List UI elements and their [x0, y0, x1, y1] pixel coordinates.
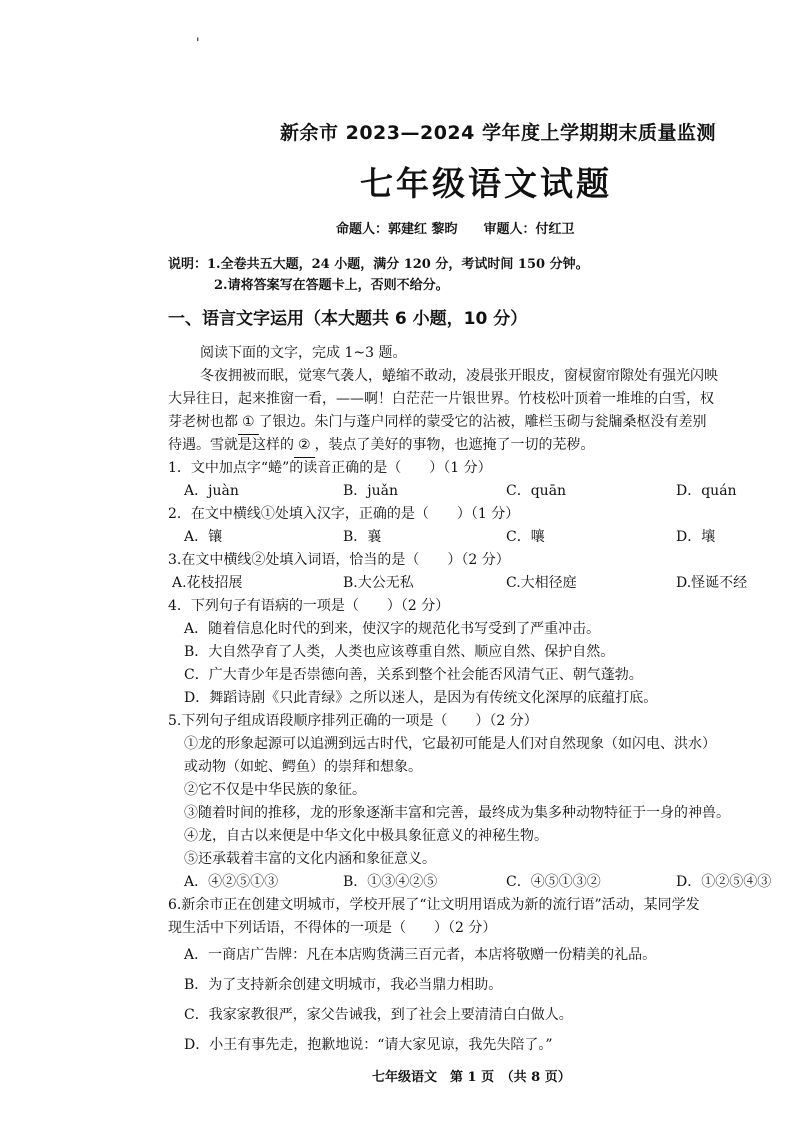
question-3-stem: 3.在文中横线②处填入词语，恰当的是（ ）（2 分） [168, 552, 510, 568]
passage-line: 大异往日，起来推窗一看，——啊！白茫茫一片银世界。竹枝松叶顶着一堆堆的白雪，权 [168, 391, 714, 407]
page-footer: 七年级语文 第 1 页 （共 8 页） [372, 1070, 571, 1085]
option-b: B．大自然孕育了人类，人类也应该尊重自然、顺应自然、保护自然。 [184, 644, 615, 660]
option-c: C．④⑤①③② [506, 874, 601, 890]
option-b: B．①③④②⑤ [343, 874, 438, 890]
option-c: C．quān [506, 483, 567, 499]
passage-line: 待遇。雪就是这样的 ② ，装点了美好的事物，也遮掩了一切的芜秽。 [168, 434, 788, 457]
option-a: A．juàn [184, 483, 239, 499]
option-a: A．一商店广告牌：凡在本店购货满三百元者，本店将敬赠一份精美的礼品。 [184, 947, 657, 963]
option-c: C.大相径庭 [506, 575, 577, 591]
passage-line: 冬夜拥被而眠，觉寒气袭人，蜷缩不敢动，凌晨张开眼皮，窗棂窗帘隙处有强光闪映 [200, 368, 718, 384]
option-c: C．嚷 [506, 529, 545, 545]
question-3-options [168, 572, 788, 595]
option-a: A．④②⑤①③ [184, 874, 279, 890]
sentence-line: ②它不仅是中华民族的象征。 [184, 782, 366, 798]
question-1-options [168, 480, 788, 503]
sentence-line: ④龙，自古以来便是中华文化中极具象征意义的神秘生物。 [184, 828, 548, 844]
question-2-options [168, 526, 788, 549]
option-d: D．舞蹈诗剧《只此青绿》之所以迷人，是因为有传统文化深厚的底蕴打底。 [184, 690, 658, 706]
option-b: B．为了支持新余创建文明城市，我必当鼎力相助。 [184, 977, 503, 993]
option-b: B.大公无私 [343, 575, 414, 591]
option-d: D．壤 [676, 529, 716, 545]
option-b: B．襄 [343, 529, 382, 545]
sentence-line: 或动物（如蛇、鳄鱼）的崇拜和想象。 [184, 759, 422, 775]
option-c: C．我家家教很严，家父告诫我，到了社会上要清清白白做人。 [184, 1007, 573, 1023]
corner-mark: ' [196, 36, 200, 51]
question-5-options [168, 871, 788, 894]
sentence-line: ⑤还承载着丰富的文化内涵和象征意义。 [184, 851, 436, 867]
option-d: D．①②⑤④③ [676, 874, 772, 890]
exam-subtitle: 新余市 2023—2024 学年度上学期期末质量监测 [280, 122, 716, 144]
blank-2: ② [294, 434, 315, 458]
instruction-2: 2.请将答案写在答题卡上，否则不给分。 [214, 278, 449, 293]
instructions [168, 254, 768, 296]
setter: 命题人：郭建红 黎昀 [336, 222, 458, 237]
blank-1: ① [238, 411, 259, 435]
section-heading: 一、语言文字运用（本大题共 6 小题，10 分） [168, 309, 528, 329]
question-1-stem: 1．文中加点字“蜷”的读音正确的是（ ）（1 分） [168, 460, 492, 476]
sentence-line: ③随着时间的推移，龙的形象逐渐丰富和完善，最终成为集多种动物特征于一身的神兽。 [184, 805, 730, 821]
option-d: D.怪诞不经 [676, 575, 748, 591]
question-4-stem: 4．下列句子有语病的一项是（ ）（2 分） [168, 598, 450, 614]
authors-line [336, 218, 736, 237]
option-d: D．quán [676, 483, 737, 499]
option-d: D．小王有事先走，抱歉地说：“请大家见谅，我先失陪了。” [184, 1037, 553, 1053]
instruction-1: 说明：1.全卷共五大题，24 小题，满分 120 分，考试时间 150 分钟。 [168, 257, 589, 272]
option-a: A.花枝招展 [172, 575, 243, 591]
option-c: C．广大青少年是否崇德向善，关系到整个社会能否风清气正、朝气蓬勃。 [184, 667, 643, 683]
option-b: B．juǎn [343, 483, 399, 499]
option-a: A．镶 [184, 529, 223, 545]
section-body [168, 342, 788, 1060]
option-a: A．随着信息化时代的到来，使汉字的规范化书写受到了严重冲击。 [184, 621, 601, 637]
reviewer: 审题人：付红卫 [483, 222, 575, 237]
question-2-stem: 2．在文中横线①处填入汉字，正确的是（ ）（1 分） [168, 506, 520, 522]
question-5-stem: 5.下列句子组成语段顺序排列正确的一项是（ ）（2 分） [168, 713, 538, 729]
question-6-stem: 6.新余市正在创建文明城市，学校开展了“让文明用语成为新的流行语”活动，某同学发 [168, 897, 700, 913]
question-6-stem-cont: 现生活中下列话语，不得体的一项是（ ）（2 分） [168, 920, 497, 936]
sentence-line: ①龙的形象起源可以追溯到远古时代，它最初可能是人们对自然现象（如闪电、洪水） [184, 736, 716, 752]
exam-title: 七年级语文试题 [360, 164, 612, 203]
dotted-char: 蜷 [382, 368, 396, 384]
passage-intro: 阅读下面的文字，完成 1~3 题。 [200, 345, 407, 361]
passage-line: 芽老树也都 ① 了银边。朱门与蓬户同样的蒙受它的沾被，雕栏玉砌与瓮牖桑枢没有差别 [168, 411, 788, 434]
